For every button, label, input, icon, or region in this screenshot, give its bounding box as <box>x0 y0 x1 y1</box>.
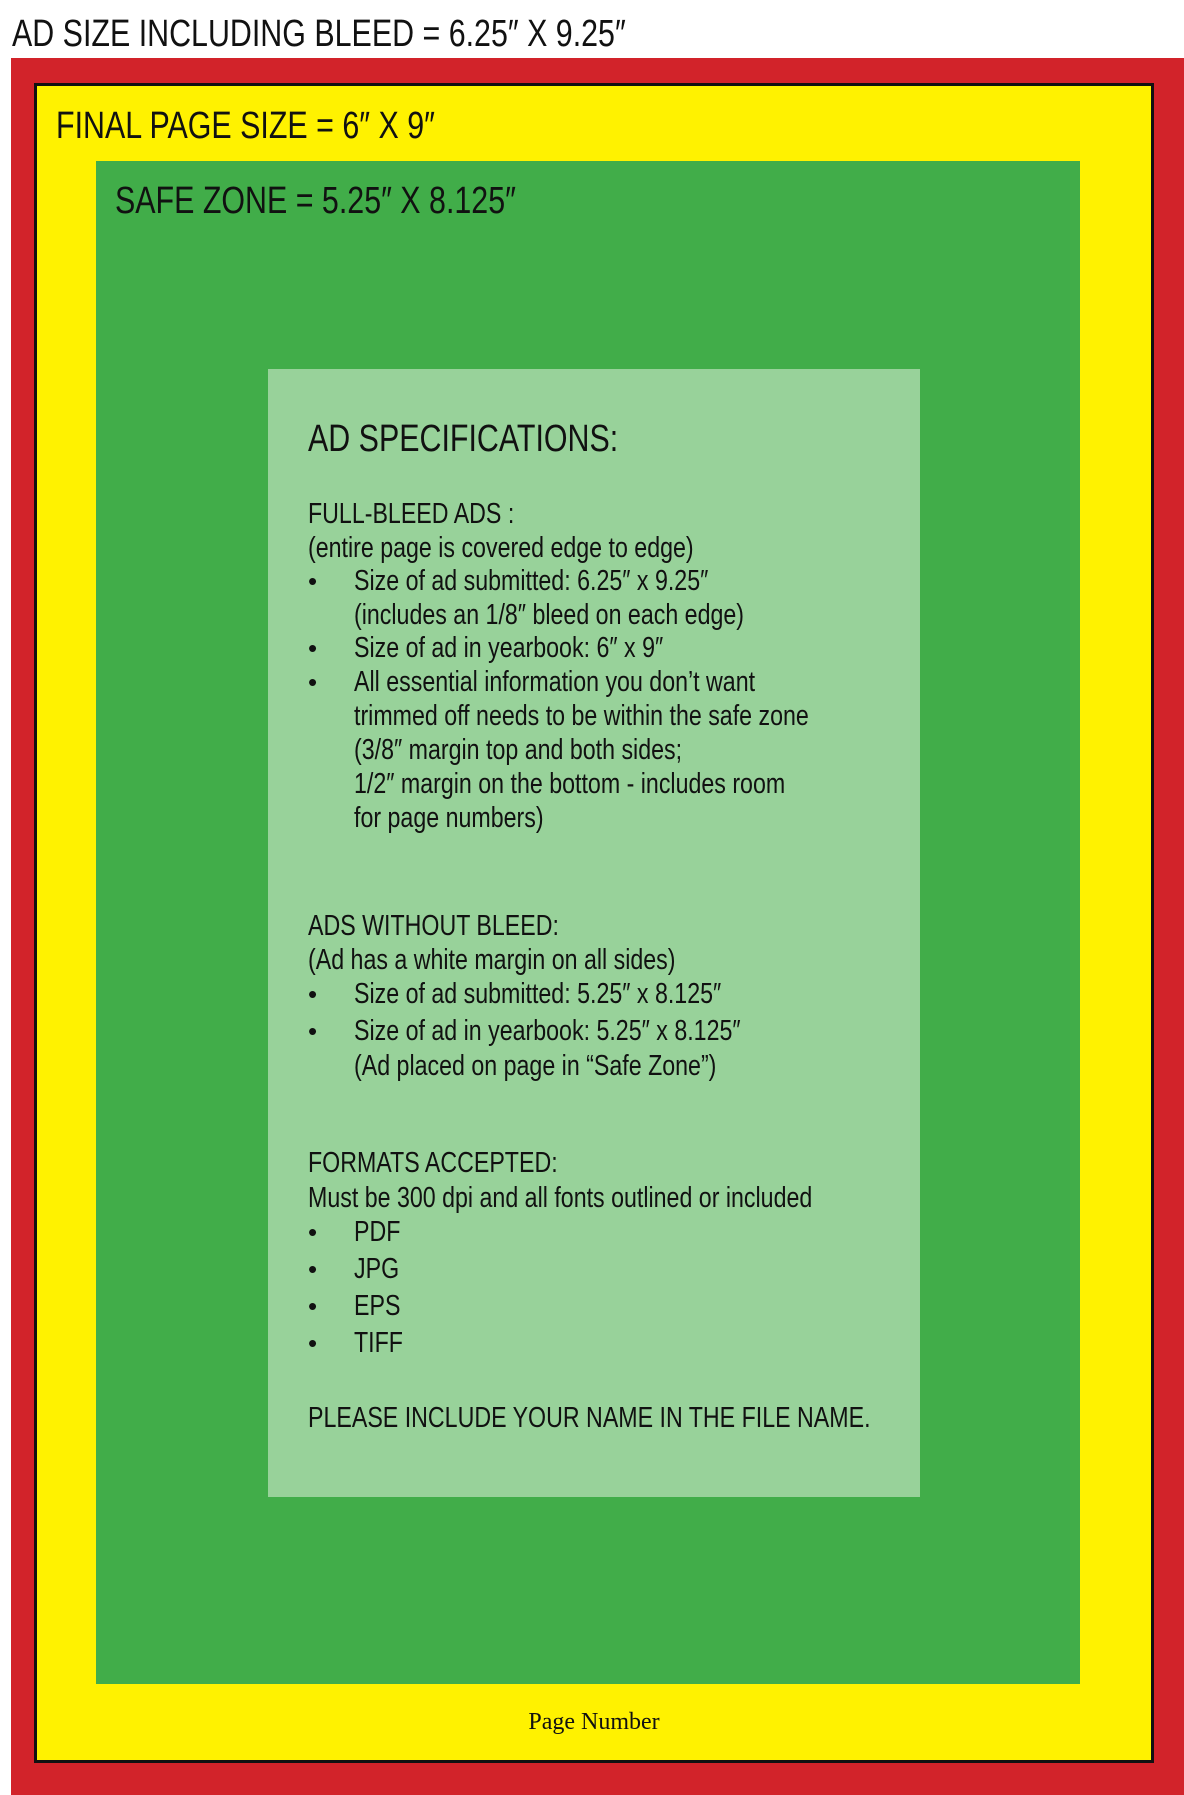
formats-subtitle: Must be 300 dpi and all fonts outlined or included <box>308 1182 813 1214</box>
list-item: Size of ad submitted: 5.25″ x 8.125″ <box>354 978 722 1010</box>
list-item-continuation: (includes an 1/8″ bleed on each edge) <box>354 599 745 631</box>
bullet-icon: • <box>308 1016 318 1046</box>
list-item: All essential information you don’t want <box>354 666 756 698</box>
full-bleed-title: FULL-BLEED ADS : <box>308 498 515 530</box>
no-bleed-subtitle: (Ad has a white margin on all sides) <box>308 944 676 976</box>
format-item-tiff: TIFF <box>354 1327 403 1359</box>
bullet-icon: • <box>308 1328 318 1358</box>
bullet-icon: • <box>308 1291 318 1321</box>
bullet-icon: • <box>308 633 318 663</box>
specifications-heading: AD SPECIFICATIONS: <box>308 418 619 460</box>
list-item-continuation: 1/2″ margin on the bottom - includes room <box>354 768 786 800</box>
bullet-icon: • <box>308 566 318 596</box>
page-number-label: Page Number <box>528 1709 660 1735</box>
list-item-continuation: (Ad placed on page in “Safe Zone”) <box>354 1050 717 1082</box>
list-item-continuation: trimmed off needs to be within the safe zone <box>354 700 809 732</box>
format-item-jpg: JPG <box>354 1253 400 1285</box>
full-bleed-subtitle: (entire page is covered edge to edge) <box>308 532 694 564</box>
ad-specifications-panel <box>268 369 920 1497</box>
list-item: Size of ad submitted: 6.25″ x 9.25″ <box>354 565 709 597</box>
ad-size-title: AD SIZE INCLUDING BLEED = 6.25″ X 9.25″ <box>12 13 626 55</box>
list-item: Size of ad in yearbook: 6″ x 9″ <box>354 632 664 664</box>
bullet-icon: • <box>308 979 318 1009</box>
list-item-continuation: for page numbers) <box>354 802 544 834</box>
safe-zone-area <box>96 161 1080 1684</box>
list-item: Size of ad in yearbook: 5.25″ x 8.125″ <box>354 1015 741 1047</box>
format-item-pdf: PDF <box>354 1216 401 1248</box>
bullet-icon: • <box>308 667 318 697</box>
final-page-title: FINAL PAGE SIZE = 6″ X 9″ <box>56 105 435 147</box>
file-name-note: PLEASE INCLUDE YOUR NAME IN THE FILE NAME. <box>308 1402 871 1434</box>
formats-title: FORMATS ACCEPTED: <box>308 1147 558 1179</box>
bullet-icon: • <box>308 1217 318 1247</box>
final-page-area <box>34 83 1154 1763</box>
no-bleed-title: ADS WITHOUT BLEED: <box>308 910 559 942</box>
format-item-eps: EPS <box>354 1290 401 1322</box>
safe-zone-title: SAFE ZONE = 5.25″ X 8.125″ <box>115 180 516 222</box>
bullet-icon: • <box>308 1254 318 1284</box>
bleed-area <box>11 58 1184 1795</box>
list-item-continuation: (3/8″ margin top and both sides; <box>354 734 683 766</box>
